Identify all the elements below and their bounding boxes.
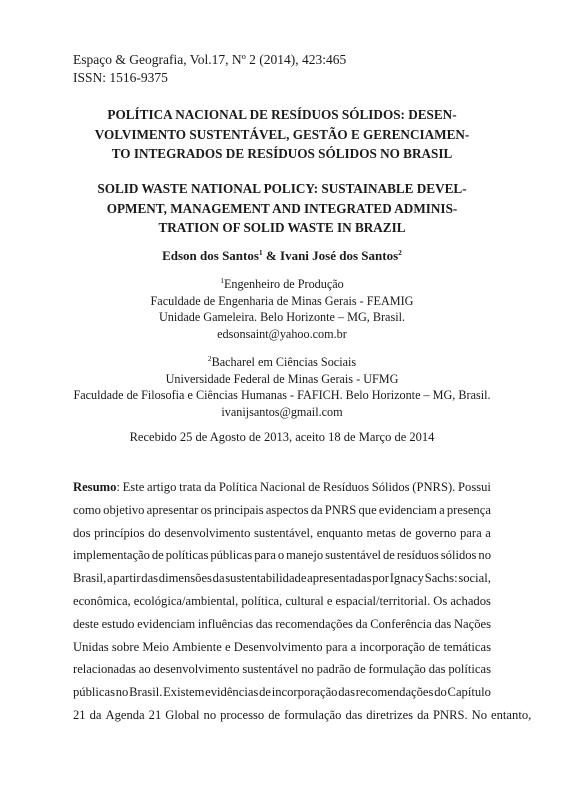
abstract-line — [73, 522, 491, 545]
abstract-word: política, — [241, 593, 283, 608]
title-pt-line: VOLVIMENTO SUSTENTÁVEL, GESTÃO E GERENCIAMEN- — [94, 126, 470, 142]
abstract-word: trata — [179, 480, 202, 494]
abstract-word: (PNRS). — [412, 480, 456, 494]
affiliation-marker: 1 — [220, 276, 224, 285]
abstract-word: no — [478, 548, 491, 563]
abstract-word: Agenda — [105, 707, 145, 722]
abstract-line — [73, 658, 491, 681]
title-pt-line: TO INTEGRADOS DE RESÍDUOS SÓLIDOS NO BRASIL — [111, 146, 453, 161]
abstract-word: para — [325, 639, 348, 654]
abstract-word: públicas — [73, 685, 115, 700]
abstract-word: Brasil. — [129, 685, 163, 700]
affiliation-unit: Unidade Gameleira. Belo Horizonte – MG, Brasil. — [158, 310, 406, 324]
abstract-word: das — [255, 616, 273, 631]
abstract-word: espacial/territorial. — [335, 593, 431, 608]
abstract-label: Resumo — [73, 480, 117, 494]
abstract-word: sustentabilidade — [225, 571, 307, 586]
abstract-word: para — [254, 548, 276, 563]
abstract-word: cultural — [285, 593, 324, 608]
abstract-word: Sachs: — [424, 571, 458, 586]
abstract-word: por — [372, 571, 389, 586]
abstract-line — [73, 590, 491, 613]
abstract-word: de — [268, 707, 281, 722]
title-portuguese — [70, 105, 494, 164]
title-en-line: OPMENT, MANAGEMENT AND INTEGRATED ADMINIS- — [106, 200, 458, 216]
author-affiliation-marker: 2 — [398, 248, 402, 257]
abstract-word: dos — [73, 525, 91, 540]
abstract-line — [73, 476, 491, 499]
abstract-word: partir — [113, 571, 141, 586]
journal-citation: Espaço & Geografia, Vol.17, Nº 2 (2014), 423:465 — [73, 52, 347, 67]
abstract-word: da — [204, 480, 217, 494]
abstract-word: sustentável — [325, 548, 382, 563]
abstract-word: a — [485, 525, 491, 540]
abstract-word: e — [224, 639, 231, 654]
author-name: Edson dos Santos — [162, 248, 259, 263]
title-en-line: SOLID WASTE NATIONAL POLICY: SUSTAINABLE DEVEL- — [97, 181, 467, 196]
abstract-word: das — [338, 685, 356, 700]
abstract-word: deste — [73, 616, 99, 631]
abstract-word: de — [151, 548, 164, 563]
abstract-word: e — [326, 593, 333, 608]
abstract-word: influências — [197, 616, 254, 631]
abstract-word: Resumo: — [73, 480, 120, 494]
abstract-word: políticas — [448, 662, 491, 677]
affiliation-institution: Universidade Federal de Minas Gerais - UFMG — [165, 371, 399, 386]
abstract-word: de — [259, 685, 271, 700]
abstract-word: das — [141, 571, 159, 586]
affiliation-email: ivanijsantos@gmail.com — [221, 404, 343, 419]
abstract-word: artigo — [147, 480, 177, 494]
journal-issn: ISSN: 1516-9375 — [73, 70, 168, 85]
affiliation-1 — [40, 273, 524, 342]
affiliation-unit: Faculdade de Filosofia e Ciências Humanas - FAFICH. Belo Horizonte – MG, Brasil. — [73, 388, 491, 402]
abstract-word: resíduos — [396, 548, 439, 563]
abstract-word: Desenvolvimento — [233, 639, 323, 654]
abstract-word: formulação — [284, 707, 342, 722]
abstract-line — [73, 544, 491, 567]
abstract-word: diretrizes — [366, 707, 414, 722]
author-name: Ivani José dos Santos — [280, 248, 399, 263]
abstract-word: sólidos — [440, 548, 477, 563]
abstract-word: 21 — [73, 707, 86, 722]
abstract-word: no — [115, 685, 129, 700]
abstract-word: apresentar — [146, 502, 199, 517]
abstract-word: Existem — [163, 685, 205, 700]
abstract-word: dimensões — [158, 571, 212, 586]
abstract-word: da — [89, 707, 102, 722]
abstract-word: processo — [220, 707, 265, 722]
abstract-word: governo — [415, 525, 457, 540]
abstract-word: social, — [458, 571, 491, 586]
abstract-word: metas — [366, 525, 396, 540]
abstract-word: presença — [446, 502, 491, 517]
abstract-word: padrão — [316, 662, 351, 677]
title-english — [70, 179, 494, 238]
author-list — [0, 248, 564, 264]
abstract-word: de — [308, 480, 321, 494]
abstract-word: que — [358, 502, 377, 517]
abstract-word: a — [106, 571, 113, 586]
abstract-word: Os — [433, 593, 448, 608]
journal-header — [73, 51, 346, 87]
abstract-word: estudo — [101, 616, 135, 631]
abstract-word: Possui — [458, 480, 491, 494]
abstract-word: relacionadas — [73, 662, 136, 677]
abstract-word: temáticas — [443, 639, 491, 654]
abstract-word: das — [434, 616, 452, 631]
abstract-word: como — [73, 502, 101, 517]
abstract-word: da — [417, 707, 429, 722]
received-date: Recebido 25 de Agosto de 2013, aceito 18 de Março de 2014 — [129, 430, 435, 444]
abstract-word: no — [203, 707, 217, 722]
abstract-word: Brasil, — [73, 571, 107, 586]
abstract-word: formulação — [368, 662, 426, 677]
title-en-line: TRATION OF SOLID WASTE IN BRAZIL — [158, 220, 406, 235]
affiliation-institution: Faculdade de Engenharia de Minas Gerais - FEAMIG — [150, 293, 414, 308]
abstract-word: manejo — [286, 548, 324, 563]
abstract-word: públicas — [210, 548, 253, 563]
abstract-line — [73, 613, 491, 636]
abstract-word: Unidas — [73, 639, 109, 654]
abstract-word: Meio — [142, 639, 169, 654]
abstract-line — [73, 567, 491, 590]
abstract-word: enquanto — [316, 525, 363, 540]
abstract-word: incorporação — [271, 685, 338, 700]
abstract-line — [73, 636, 491, 659]
title-pt-line: POLÍTICA NACIONAL DE RESÍDUOS SÓLIDOS: DESEN- — [107, 107, 457, 122]
abstract-word: recomendações — [275, 616, 353, 631]
abstract-word: das — [428, 662, 446, 677]
abstract-word: das — [345, 707, 363, 722]
abstract-word: objetivo — [103, 502, 145, 517]
abstract-word: os — [200, 502, 212, 517]
abstract-word: de — [353, 662, 366, 677]
abstract-word: Ignacy — [389, 571, 424, 586]
abstract-word: achados — [450, 593, 491, 608]
abstract-word: Este — [122, 480, 145, 494]
abstract-word: de — [383, 548, 395, 563]
abstract-word: PNRS — [324, 502, 357, 517]
abstract-word: o — [277, 548, 285, 563]
abstract-word: apresentadas — [307, 571, 372, 586]
abstract-word: da — [212, 571, 225, 586]
abstract-word: da — [355, 616, 368, 631]
abstract-word: implementação — [73, 548, 150, 563]
author-affiliation-marker: 1 — [258, 248, 263, 257]
abstract-word: recomendações — [355, 685, 434, 700]
abstract-word: desenvolvimento — [164, 525, 251, 540]
abstract-line — [73, 681, 491, 704]
abstract-word: Global — [165, 707, 200, 722]
abstract-word: políticas — [165, 548, 209, 563]
abstract-word: Resíduos — [322, 480, 370, 494]
abstract-word: ao — [138, 662, 151, 677]
affiliation-role: Bacharel em Ciências Sociais — [211, 355, 357, 369]
abstract-word: a — [350, 639, 357, 654]
abstract-word: evidenciam — [378, 502, 437, 517]
abstract-word: do — [148, 525, 161, 540]
abstract-word: a — [439, 502, 445, 517]
abstract-word: Capítulo — [447, 685, 491, 700]
abstract-word: Ambiente — [172, 639, 222, 654]
abstract-word: sobre — [111, 639, 140, 654]
abstract-word: 21 — [148, 707, 162, 722]
abstract-word: princípios — [94, 525, 145, 540]
abstract-word: Nações — [453, 616, 491, 631]
abstract-line — [73, 499, 491, 522]
abstract-word: da — [310, 502, 323, 517]
abstract-word: de — [428, 639, 441, 654]
affiliation-email: edsonsaint@yahoo.com.br — [217, 326, 347, 341]
abstract — [73, 476, 532, 727]
abstract-word: para — [459, 525, 482, 540]
abstract-word: sustentável, — [254, 525, 314, 540]
abstract-word: ecológica/ambiental, — [133, 593, 239, 608]
abstract-word: incorporação — [359, 639, 426, 654]
author-connector: & — [262, 248, 281, 263]
affiliation-role: Engenheiro de Produção — [223, 277, 344, 291]
abstract-word: principais — [213, 502, 264, 517]
abstract-word: desenvolvimento — [153, 662, 240, 677]
abstract-word: Sólidos — [371, 480, 410, 494]
abstract-word: no — [301, 662, 314, 677]
abstract-word: evidências — [205, 685, 259, 700]
affiliation-marker: 2 — [207, 354, 212, 363]
abstract-word: do — [434, 685, 447, 700]
abstract-word: econômica, — [73, 593, 131, 608]
abstract-line — [73, 704, 532, 727]
abstract-word: de — [399, 525, 412, 540]
abstract-word: Nacional — [260, 480, 306, 494]
affiliation-2 — [40, 351, 524, 420]
abstract-word: entanto, — [491, 707, 532, 722]
abstract-word: sustentável — [242, 662, 299, 677]
abstract-word: evidenciam — [137, 616, 196, 631]
abstract-word: Política — [218, 480, 258, 494]
abstract-word: Conferência — [370, 616, 432, 631]
abstract-word: No — [471, 707, 488, 722]
abstract-word: PNRS. — [432, 707, 468, 722]
abstract-word: aspectos — [265, 502, 309, 517]
